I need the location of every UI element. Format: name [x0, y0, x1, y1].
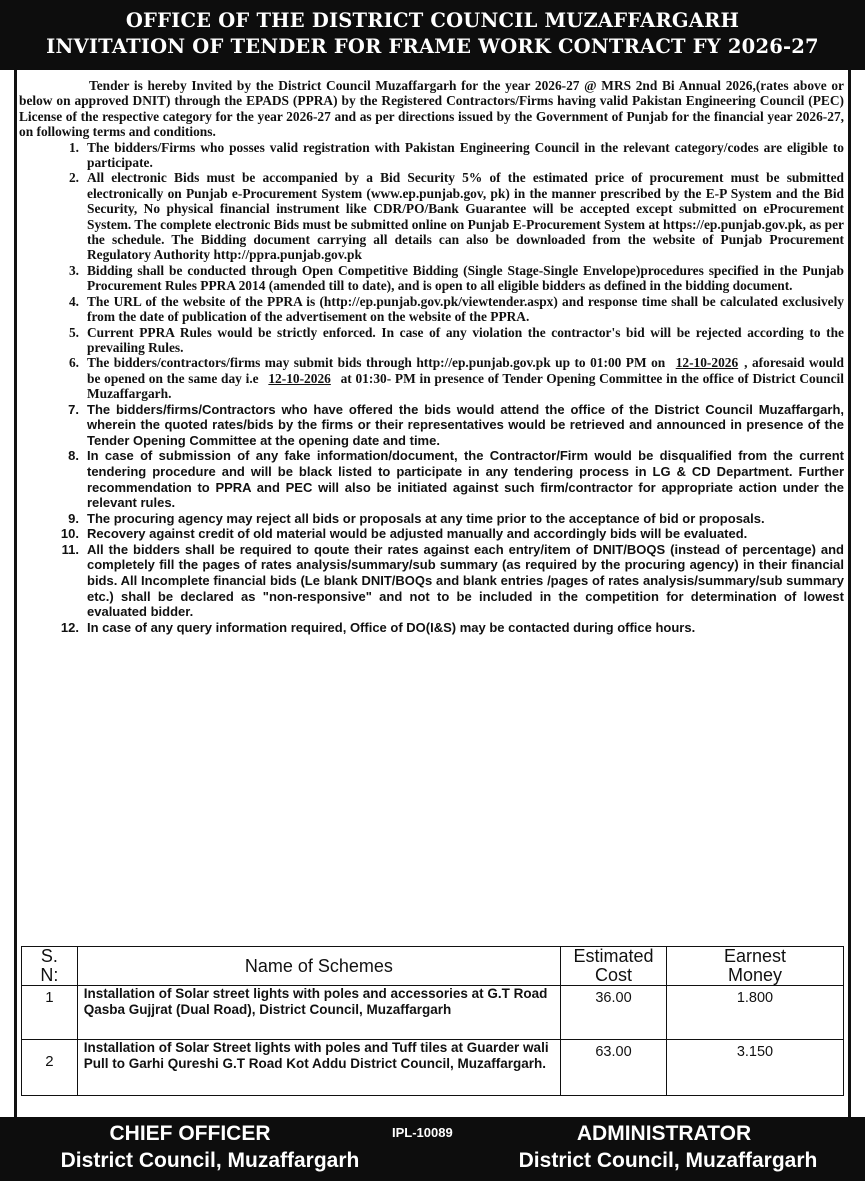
term-item [19, 448, 844, 510]
term-number: 1. [68, 139, 79, 155]
left-signature [20, 1121, 400, 1174]
row-sn: 1 [22, 986, 78, 1040]
row-money: 3.150 [666, 1040, 843, 1096]
intro-paragraph: Tender is hereby Invited by the District Council Muzaffargarh for the year 2026-27 @ MRS 2nd Bi Annual 2026,(rates above or below on approved DNIT) through the EPADS (PPRA) by the Registered Contractors/Firms having valid Pakistan Engineering Council (PEC) License of the respective category for the year 2026-27 and as per directions issued by the Government of Punjab for the financial year 2026-27, on following terms and conditions. [19, 78, 844, 140]
term-text: The bidders/contractors/firms may submit bids through http://ep.punjab.gov.pk up to 01:00 PM on [87, 355, 670, 371]
notice-body [14, 70, 851, 1117]
notice-title: INVITATION OF TENDER FOR FRAME WORK CONTRACT FY 2026-27 [46, 35, 819, 58]
term-text: In case of submission of any fake information/document, the Contractor/Firm would be disqualified from the current tendering procedure and will be black listed to participate in any tendering process in LG & CD Department. Further recommendation to PPRA and PEC will also be initiated against such firm/contractor for appropriate action under the relevant rules. [87, 448, 844, 511]
term-number: 11. [61, 541, 79, 557]
table-row [22, 1040, 844, 1096]
header-sn: S. N: [22, 947, 78, 986]
term-text: The URL of the website of the PPRA is (http://ep.punjab.gov.pk/viewtender.aspx) and response time shall be calculated exclusively from the date of publication of the advertisement on the website of the PPRA. [87, 293, 844, 325]
term-item [19, 170, 844, 262]
header-money: Earnest Money [666, 947, 843, 986]
term-text: The bidders/Firms who posses valid registration with Pakistan Engineering Council in the relevant category/codes are eligible to participate. [87, 139, 844, 171]
term-item [19, 294, 844, 325]
term-number: 4. [68, 293, 79, 309]
term-text: , aforesaid would be opened on the same day i.e [87, 355, 844, 386]
header-banner [0, 0, 865, 70]
row-name: Installation of Solar street lights with poles and accessories at G.T Road Qasba Gujjrat (Dual Road), District Council, Muzaffargarh [77, 986, 560, 1040]
term-number: 9. [68, 510, 79, 526]
header-cost: Estimated Cost [561, 947, 667, 986]
header-name: Name of Schemes [77, 947, 560, 986]
term-number: 6. [68, 355, 79, 371]
row-name: Installation of Solar Street lights with poles and Tuff tiles at Guarder wali Pull to Garhi Qureshi G.T Road Kot Addu District Council, Muzaffargarh. [77, 1040, 560, 1096]
term-text: All the bidders shall be required to qoute their rates against each entry/item of DNIT/BOQS (instead of percentage) and completely fill the pages of rates analysis/summary/sub summary (as required by the procuring agency) in their financial bids. All Incomplete financial bids (Le blank DNIT/BOQs and blank entries /pages of rates analysis/summary/sub summary etc.) shall be declared as "non-responsive" and not to be included in the competition for determination of lowest evaluated bidder. [87, 541, 844, 620]
term-number: 3. [68, 262, 79, 278]
right-signatory-title: ADMINISTRATOR [576, 1122, 752, 1145]
term-item [19, 542, 844, 620]
schemes-table [21, 946, 844, 1096]
term-number: 10. [60, 526, 79, 542]
term-number: 7. [68, 401, 79, 417]
term-item [19, 355, 844, 401]
term-item [19, 325, 844, 356]
term-text: Bidding shall be conducted through Open Competitive Bidding (Single Stage-Single Envelope)procedures specified in the Punjab Procurement Rules PPRA 2014 (amended till to date), and is open to all eligible bidders as defined in the bidding document. [87, 262, 844, 294]
right-signature [488, 1121, 848, 1174]
right-signatory-office: District Council, Muzaffargarh [518, 1149, 818, 1172]
row-cost: 36.00 [561, 986, 667, 1040]
term-item [19, 140, 844, 171]
term-number: 12. [60, 619, 79, 635]
term-text: The procuring agency may reject all bids or proposals at any time prior to the acceptance of bid or proposals. [87, 510, 765, 526]
term-text: All electronic Bids must be accompanied by a Bid Security 5% of the estimated price of procurement must be submitted electronically on Punjab e-Procurement System (www.ep.punjab.gov, pk) in the manner prescribed by the E-P System and the Bid Security, No physical financial instrument like CDR/PO/Bank Guarantee will be accepted except submitted on eProcurement System. The complete electronic Bids must be submitted online on Punjab E-Procurement System at https://ep.punjab.gov.pk, as per the schedule. The Bidding document carrying all details can also be downloaded from the website of Punjab Procurement Regulatory Authority http://ppra.punjab.gov.pk [87, 170, 844, 263]
term-text: The bidders/firms/Contractors who have offered the bids would attend the office of the District Council Muzaffargarh, wherein the quoted rates/bids by the firms or their representatives would be retrieved and announced in presence of the Tender Opening Committee at the opening date and time. [87, 401, 844, 448]
term-text: Recovery against credit of old material would be adjusted manually and accordingly bids will be evaluated. [87, 526, 748, 542]
term-text: Current PPRA Rules would be strictly enforced. In case of any violation the contractor's bid will be rejected according to the prevailing Rules. [87, 324, 844, 355]
term-item [19, 263, 844, 294]
term-number: 5. [68, 324, 79, 340]
row-cost: 63.00 [561, 1040, 667, 1096]
terms-list [19, 140, 844, 636]
term-item [19, 402, 844, 449]
left-signatory-office: District Council, Muzaffargarh [60, 1149, 360, 1172]
table-header-row [22, 947, 844, 986]
term-item [19, 620, 844, 636]
table-row [22, 986, 844, 1040]
row-money: 1.800 [666, 986, 843, 1040]
term-text: at 01:30- PM in presence of Tender Opening Committee in the office of District Council Muzaffargarh. [87, 370, 844, 402]
term-number: 2. [68, 170, 79, 186]
left-signatory-title: CHIEF OFFICER [109, 1122, 271, 1145]
office-title: OFFICE OF THE DISTRICT COUNCIL MUZAFFARGARH [125, 9, 740, 32]
term-number: 8. [68, 448, 79, 464]
submission-date: 12-10-2026 [675, 355, 739, 371]
row-sn: 2 [22, 1040, 78, 1096]
term-item [19, 511, 844, 527]
reference-code: IPL-10089 [392, 1125, 453, 1140]
term-text: In case of any query information required, Office of DO(I&S) may be contacted during office hours. [87, 619, 696, 635]
opening-date: 12-10-2026 [268, 370, 331, 386]
term-item [19, 526, 844, 542]
footer-banner [0, 1117, 865, 1181]
